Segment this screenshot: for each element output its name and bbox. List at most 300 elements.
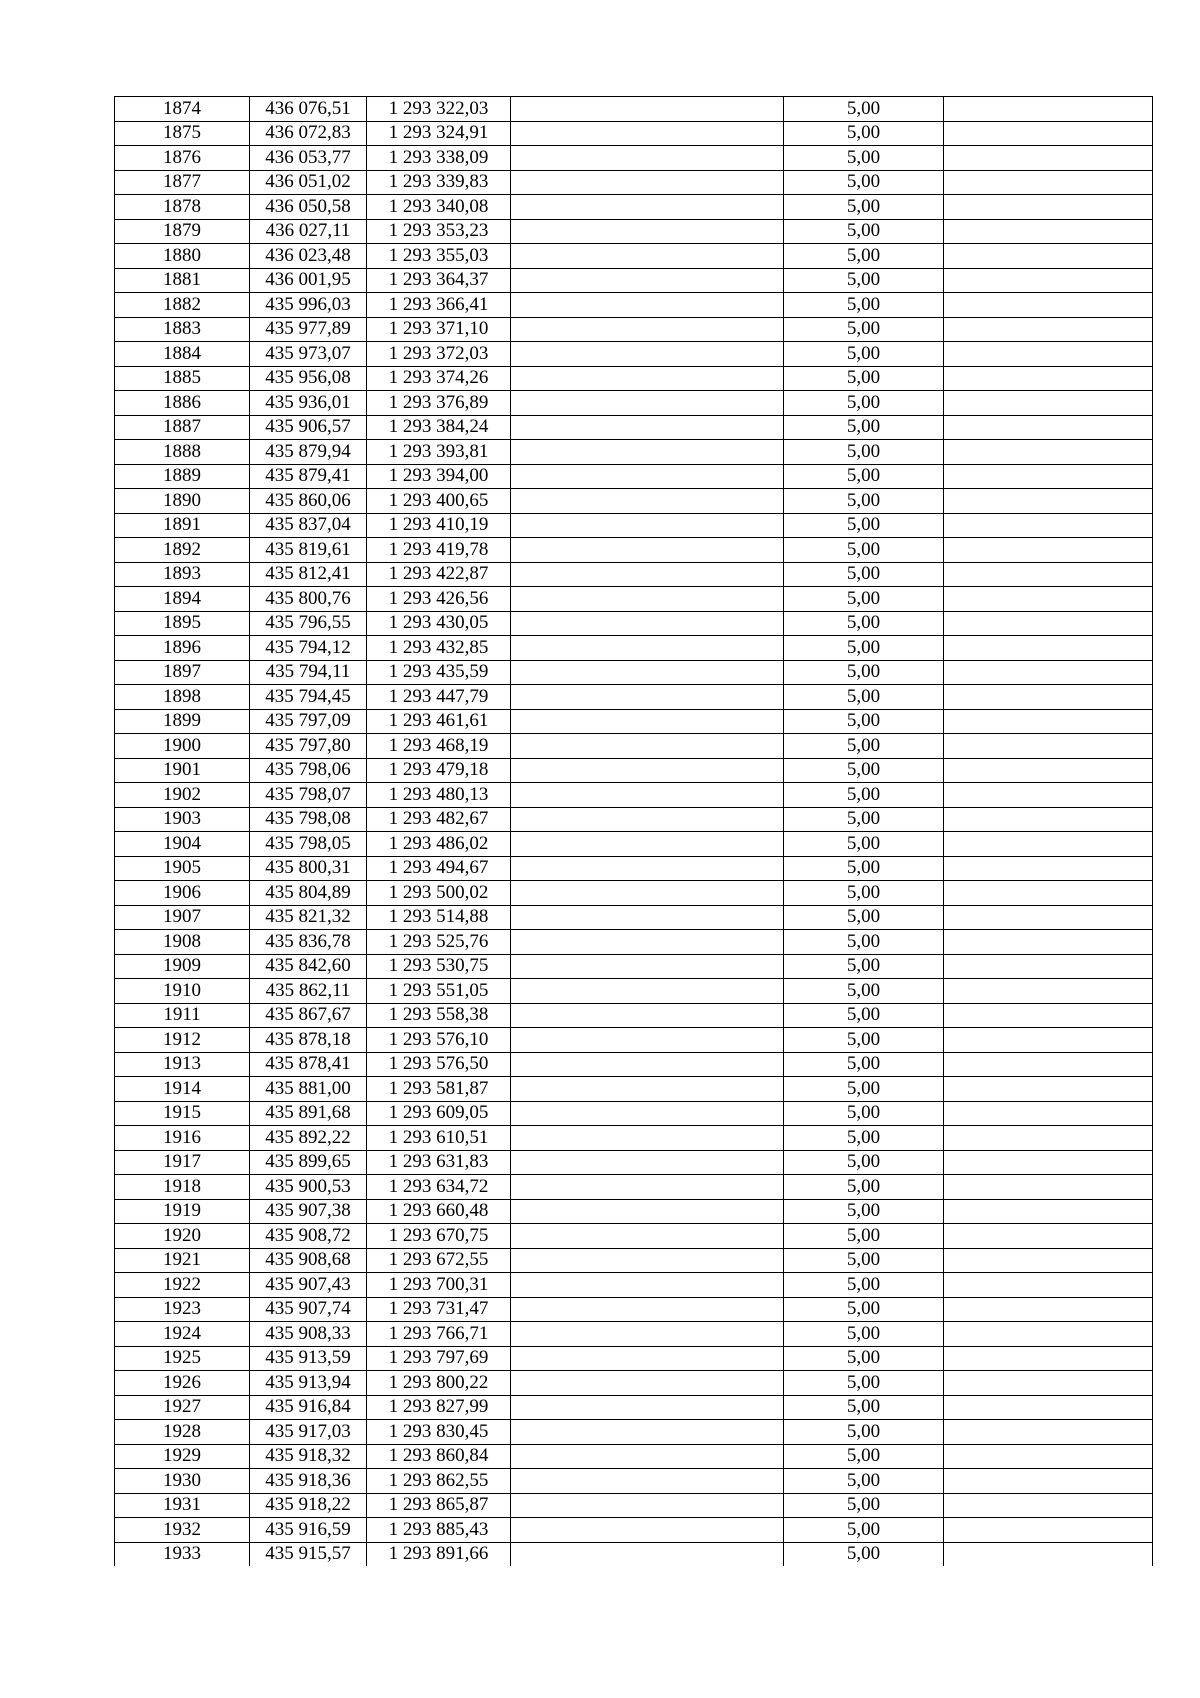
value-cell: 5,00 — [784, 317, 944, 342]
y-coordinate-cell: 1 293 631,83 — [367, 1150, 511, 1175]
empty-cell — [944, 734, 1153, 759]
y-coordinate-cell: 1 293 372,03 — [367, 342, 511, 367]
x-coordinate-cell: 435 915,57 — [250, 1542, 367, 1566]
point-number-cell: 1878 — [115, 195, 250, 220]
point-number-cell: 1910 — [115, 979, 250, 1004]
value-cell: 5,00 — [784, 244, 944, 269]
y-coordinate-cell: 1 293 660,48 — [367, 1199, 511, 1224]
y-coordinate-cell: 1 293 384,24 — [367, 415, 511, 440]
point-number-cell: 1909 — [115, 954, 250, 979]
x-coordinate-cell: 435 836,78 — [250, 930, 367, 955]
point-number-cell: 1932 — [115, 1518, 250, 1543]
table-row — [115, 807, 1153, 832]
table-row — [115, 1126, 1153, 1151]
table-row — [115, 146, 1153, 171]
empty-cell — [511, 685, 784, 710]
value-cell: 5,00 — [784, 342, 944, 367]
empty-cell — [944, 930, 1153, 955]
empty-cell — [511, 1542, 784, 1566]
table-row — [115, 1273, 1153, 1298]
empty-cell — [511, 783, 784, 808]
x-coordinate-cell: 435 798,07 — [250, 783, 367, 808]
y-coordinate-cell: 1 293 670,75 — [367, 1224, 511, 1249]
value-cell: 5,00 — [784, 783, 944, 808]
value-cell: 5,00 — [784, 881, 944, 906]
empty-cell — [511, 489, 784, 514]
empty-cell — [511, 1297, 784, 1322]
empty-cell — [944, 1052, 1153, 1077]
table-row — [115, 464, 1153, 489]
table-row — [115, 611, 1153, 636]
value-cell: 5,00 — [784, 268, 944, 293]
point-number-cell: 1925 — [115, 1346, 250, 1371]
y-coordinate-cell: 1 293 479,18 — [367, 758, 511, 783]
empty-cell — [511, 1003, 784, 1028]
x-coordinate-cell: 435 917,03 — [250, 1420, 367, 1445]
empty-cell — [944, 121, 1153, 146]
value-cell: 5,00 — [784, 1395, 944, 1420]
x-coordinate-cell: 435 900,53 — [250, 1175, 367, 1200]
x-coordinate-cell: 435 797,09 — [250, 709, 367, 734]
x-coordinate-cell: 435 908,68 — [250, 1248, 367, 1273]
point-number-cell: 1877 — [115, 170, 250, 195]
point-number-cell: 1888 — [115, 440, 250, 465]
empty-cell — [511, 954, 784, 979]
y-coordinate-cell: 1 293 468,19 — [367, 734, 511, 759]
point-number-cell: 1883 — [115, 317, 250, 342]
value-cell: 5,00 — [784, 979, 944, 1004]
empty-cell — [944, 1518, 1153, 1543]
empty-cell — [511, 440, 784, 465]
empty-cell — [511, 1175, 784, 1200]
value-cell: 5,00 — [784, 660, 944, 685]
value-cell: 5,00 — [784, 489, 944, 514]
empty-cell — [944, 881, 1153, 906]
empty-cell — [944, 1469, 1153, 1494]
x-coordinate-cell: 435 996,03 — [250, 293, 367, 318]
value-cell: 5,00 — [784, 709, 944, 734]
x-coordinate-cell: 435 916,59 — [250, 1518, 367, 1543]
y-coordinate-cell: 1 293 576,10 — [367, 1028, 511, 1053]
y-coordinate-cell: 1 293 891,66 — [367, 1542, 511, 1566]
value-cell: 5,00 — [784, 685, 944, 710]
point-number-cell: 1923 — [115, 1297, 250, 1322]
empty-cell — [511, 1126, 784, 1151]
value-cell: 5,00 — [784, 1542, 944, 1566]
empty-cell — [944, 293, 1153, 318]
empty-cell — [511, 317, 784, 342]
point-number-cell: 1919 — [115, 1199, 250, 1224]
point-number-cell: 1906 — [115, 881, 250, 906]
empty-cell — [944, 1273, 1153, 1298]
y-coordinate-cell: 1 293 672,55 — [367, 1248, 511, 1273]
empty-cell — [511, 1493, 784, 1518]
y-coordinate-cell: 1 293 530,75 — [367, 954, 511, 979]
y-coordinate-cell: 1 293 482,67 — [367, 807, 511, 832]
table-row — [115, 1518, 1153, 1543]
y-coordinate-cell: 1 293 366,41 — [367, 293, 511, 318]
table-row — [115, 954, 1153, 979]
empty-cell — [944, 146, 1153, 171]
point-number-cell: 1933 — [115, 1542, 250, 1566]
empty-cell — [511, 342, 784, 367]
value-cell: 5,00 — [784, 1444, 944, 1469]
table-row — [115, 170, 1153, 195]
x-coordinate-cell: 435 879,41 — [250, 464, 367, 489]
empty-cell — [944, 905, 1153, 930]
table-row — [115, 1322, 1153, 1347]
point-number-cell: 1904 — [115, 832, 250, 857]
y-coordinate-cell: 1 293 700,31 — [367, 1273, 511, 1298]
table-row — [115, 489, 1153, 514]
point-number-cell: 1887 — [115, 415, 250, 440]
empty-cell — [944, 1444, 1153, 1469]
table-row — [115, 1077, 1153, 1102]
x-coordinate-cell: 435 916,84 — [250, 1395, 367, 1420]
y-coordinate-cell: 1 293 355,03 — [367, 244, 511, 269]
x-coordinate-cell: 435 867,67 — [250, 1003, 367, 1028]
table-row — [115, 366, 1153, 391]
empty-cell — [511, 1322, 784, 1347]
empty-cell — [511, 930, 784, 955]
x-coordinate-cell: 435 977,89 — [250, 317, 367, 342]
table-row — [115, 758, 1153, 783]
point-number-cell: 1931 — [115, 1493, 250, 1518]
empty-cell — [944, 587, 1153, 612]
empty-cell — [511, 709, 784, 734]
empty-cell — [511, 1248, 784, 1273]
x-coordinate-cell: 435 892,22 — [250, 1126, 367, 1151]
x-coordinate-cell: 435 918,32 — [250, 1444, 367, 1469]
empty-cell — [511, 268, 784, 293]
point-number-cell: 1924 — [115, 1322, 250, 1347]
value-cell: 5,00 — [784, 587, 944, 612]
y-coordinate-cell: 1 293 500,02 — [367, 881, 511, 906]
value-cell: 5,00 — [784, 293, 944, 318]
table-row — [115, 1346, 1153, 1371]
y-coordinate-cell: 1 293 435,59 — [367, 660, 511, 685]
point-number-cell: 1889 — [115, 464, 250, 489]
value-cell: 5,00 — [784, 1248, 944, 1273]
empty-cell — [511, 587, 784, 612]
table-row — [115, 1150, 1153, 1175]
empty-cell — [511, 244, 784, 269]
point-number-cell: 1897 — [115, 660, 250, 685]
y-coordinate-cell: 1 293 364,37 — [367, 268, 511, 293]
y-coordinate-cell: 1 293 827,99 — [367, 1395, 511, 1420]
y-coordinate-cell: 1 293 340,08 — [367, 195, 511, 220]
empty-cell — [944, 1101, 1153, 1126]
x-coordinate-cell: 435 862,11 — [250, 979, 367, 1004]
x-coordinate-cell: 435 907,74 — [250, 1297, 367, 1322]
value-cell: 5,00 — [784, 219, 944, 244]
y-coordinate-cell: 1 293 447,79 — [367, 685, 511, 710]
y-coordinate-cell: 1 293 514,88 — [367, 905, 511, 930]
x-coordinate-cell: 435 913,59 — [250, 1346, 367, 1371]
empty-cell — [944, 219, 1153, 244]
table-row — [115, 440, 1153, 465]
x-coordinate-cell: 435 879,94 — [250, 440, 367, 465]
point-number-cell: 1915 — [115, 1101, 250, 1126]
x-coordinate-cell: 435 842,60 — [250, 954, 367, 979]
y-coordinate-cell: 1 293 400,65 — [367, 489, 511, 514]
y-coordinate-cell: 1 293 885,43 — [367, 1518, 511, 1543]
x-coordinate-cell: 436 076,51 — [250, 97, 367, 122]
empty-cell — [944, 464, 1153, 489]
y-coordinate-cell: 1 293 551,05 — [367, 979, 511, 1004]
table-row — [115, 1444, 1153, 1469]
empty-cell — [944, 783, 1153, 808]
value-cell: 5,00 — [784, 1150, 944, 1175]
table-row — [115, 415, 1153, 440]
value-cell: 5,00 — [784, 1126, 944, 1151]
x-coordinate-cell: 435 936,01 — [250, 391, 367, 416]
empty-cell — [944, 709, 1153, 734]
value-cell: 5,00 — [784, 1028, 944, 1053]
x-coordinate-cell: 435 891,68 — [250, 1101, 367, 1126]
table-row — [115, 317, 1153, 342]
y-coordinate-cell: 1 293 338,09 — [367, 146, 511, 171]
value-cell: 5,00 — [784, 832, 944, 857]
empty-cell — [511, 366, 784, 391]
point-number-cell: 1896 — [115, 636, 250, 661]
value-cell: 5,00 — [784, 1003, 944, 1028]
value-cell: 5,00 — [784, 391, 944, 416]
empty-cell — [511, 1150, 784, 1175]
empty-cell — [511, 758, 784, 783]
empty-cell — [511, 1101, 784, 1126]
table-row — [115, 1028, 1153, 1053]
point-number-cell: 1907 — [115, 905, 250, 930]
point-number-cell: 1929 — [115, 1444, 250, 1469]
x-coordinate-cell: 435 812,41 — [250, 562, 367, 587]
x-coordinate-cell: 435 797,80 — [250, 734, 367, 759]
value-cell: 5,00 — [784, 636, 944, 661]
y-coordinate-cell: 1 293 432,85 — [367, 636, 511, 661]
empty-cell — [511, 562, 784, 587]
point-number-cell: 1926 — [115, 1371, 250, 1396]
y-coordinate-cell: 1 293 374,26 — [367, 366, 511, 391]
empty-cell — [944, 1395, 1153, 1420]
y-coordinate-cell: 1 293 480,13 — [367, 783, 511, 808]
empty-cell — [511, 538, 784, 563]
y-coordinate-cell: 1 293 393,81 — [367, 440, 511, 465]
y-coordinate-cell: 1 293 558,38 — [367, 1003, 511, 1028]
x-coordinate-cell: 435 913,94 — [250, 1371, 367, 1396]
point-number-cell: 1892 — [115, 538, 250, 563]
x-coordinate-cell: 435 918,22 — [250, 1493, 367, 1518]
x-coordinate-cell: 435 878,18 — [250, 1028, 367, 1053]
value-cell: 5,00 — [784, 611, 944, 636]
empty-cell — [511, 1028, 784, 1053]
empty-cell — [511, 1273, 784, 1298]
value-cell: 5,00 — [784, 464, 944, 489]
value-cell: 5,00 — [784, 121, 944, 146]
empty-cell — [944, 1297, 1153, 1322]
x-coordinate-cell: 435 973,07 — [250, 342, 367, 367]
y-coordinate-cell: 1 293 353,23 — [367, 219, 511, 244]
y-coordinate-cell: 1 293 610,51 — [367, 1126, 511, 1151]
point-number-cell: 1876 — [115, 146, 250, 171]
value-cell: 5,00 — [784, 538, 944, 563]
table-row — [115, 1395, 1153, 1420]
empty-cell — [944, 317, 1153, 342]
value-cell: 5,00 — [784, 1175, 944, 1200]
point-number-cell: 1916 — [115, 1126, 250, 1151]
empty-cell — [511, 1346, 784, 1371]
empty-cell — [944, 660, 1153, 685]
empty-cell — [511, 170, 784, 195]
empty-cell — [944, 611, 1153, 636]
point-number-cell: 1885 — [115, 366, 250, 391]
value-cell: 5,00 — [784, 856, 944, 881]
table-row — [115, 293, 1153, 318]
empty-cell — [944, 758, 1153, 783]
value-cell: 5,00 — [784, 97, 944, 122]
empty-cell — [944, 538, 1153, 563]
value-cell: 5,00 — [784, 415, 944, 440]
y-coordinate-cell: 1 293 797,69 — [367, 1346, 511, 1371]
y-coordinate-cell: 1 293 324,91 — [367, 121, 511, 146]
table-row — [115, 538, 1153, 563]
empty-cell — [511, 611, 784, 636]
y-coordinate-cell: 1 293 494,67 — [367, 856, 511, 881]
empty-cell — [511, 636, 784, 661]
y-coordinate-cell: 1 293 322,03 — [367, 97, 511, 122]
x-coordinate-cell: 435 878,41 — [250, 1052, 367, 1077]
point-number-cell: 1918 — [115, 1175, 250, 1200]
point-number-cell: 1917 — [115, 1150, 250, 1175]
x-coordinate-cell: 435 907,38 — [250, 1199, 367, 1224]
point-number-cell: 1898 — [115, 685, 250, 710]
table-row — [115, 930, 1153, 955]
y-coordinate-cell: 1 293 609,05 — [367, 1101, 511, 1126]
x-coordinate-cell: 435 804,89 — [250, 881, 367, 906]
x-coordinate-cell: 436 023,48 — [250, 244, 367, 269]
table-row — [115, 244, 1153, 269]
x-coordinate-cell: 435 956,08 — [250, 366, 367, 391]
table-row — [115, 342, 1153, 367]
y-coordinate-cell: 1 293 376,89 — [367, 391, 511, 416]
empty-cell — [511, 734, 784, 759]
empty-cell — [511, 219, 784, 244]
y-coordinate-cell: 1 293 525,76 — [367, 930, 511, 955]
empty-cell — [944, 979, 1153, 1004]
empty-cell — [944, 685, 1153, 710]
table-row — [115, 709, 1153, 734]
empty-cell — [511, 146, 784, 171]
point-number-cell: 1921 — [115, 1248, 250, 1273]
y-coordinate-cell: 1 293 830,45 — [367, 1420, 511, 1445]
empty-cell — [944, 1224, 1153, 1249]
empty-cell — [511, 121, 784, 146]
empty-cell — [944, 489, 1153, 514]
value-cell: 5,00 — [784, 1052, 944, 1077]
x-coordinate-cell: 436 050,58 — [250, 195, 367, 220]
point-number-cell: 1905 — [115, 856, 250, 881]
value-cell: 5,00 — [784, 1101, 944, 1126]
point-number-cell: 1902 — [115, 783, 250, 808]
value-cell: 5,00 — [784, 1077, 944, 1102]
empty-cell — [944, 1150, 1153, 1175]
table-row — [115, 1248, 1153, 1273]
y-coordinate-cell: 1 293 426,56 — [367, 587, 511, 612]
table-row — [115, 1469, 1153, 1494]
empty-cell — [944, 1420, 1153, 1445]
empty-cell — [511, 1518, 784, 1543]
x-coordinate-cell: 436 053,77 — [250, 146, 367, 171]
point-number-cell: 1913 — [115, 1052, 250, 1077]
table-row — [115, 219, 1153, 244]
point-number-cell: 1903 — [115, 807, 250, 832]
x-coordinate-cell: 435 860,06 — [250, 489, 367, 514]
table-row — [115, 856, 1153, 881]
x-coordinate-cell: 436 027,11 — [250, 219, 367, 244]
x-coordinate-cell: 435 798,08 — [250, 807, 367, 832]
x-coordinate-cell: 435 796,55 — [250, 611, 367, 636]
point-number-cell: 1875 — [115, 121, 250, 146]
x-coordinate-cell: 435 819,61 — [250, 538, 367, 563]
table-row — [115, 783, 1153, 808]
y-coordinate-cell: 1 293 422,87 — [367, 562, 511, 587]
empty-cell — [511, 660, 784, 685]
table-row — [115, 97, 1153, 122]
point-number-cell: 1891 — [115, 513, 250, 538]
empty-cell — [944, 1371, 1153, 1396]
empty-cell — [944, 1199, 1153, 1224]
x-coordinate-cell: 435 881,00 — [250, 1077, 367, 1102]
x-coordinate-cell: 436 001,95 — [250, 268, 367, 293]
empty-cell — [944, 1003, 1153, 1028]
empty-cell — [944, 562, 1153, 587]
x-coordinate-cell: 435 907,43 — [250, 1273, 367, 1298]
empty-cell — [511, 1077, 784, 1102]
point-number-cell: 1901 — [115, 758, 250, 783]
x-coordinate-cell: 435 794,45 — [250, 685, 367, 710]
value-cell: 5,00 — [784, 366, 944, 391]
empty-cell — [511, 807, 784, 832]
table-row — [115, 1493, 1153, 1518]
empty-cell — [944, 415, 1153, 440]
coordinates-table — [114, 96, 1153, 1566]
x-coordinate-cell: 436 072,83 — [250, 121, 367, 146]
table-row — [115, 1542, 1153, 1566]
value-cell: 5,00 — [784, 562, 944, 587]
table-row — [115, 1297, 1153, 1322]
empty-cell — [511, 1052, 784, 1077]
empty-cell — [511, 832, 784, 857]
point-number-cell: 1899 — [115, 709, 250, 734]
empty-cell — [944, 832, 1153, 857]
x-coordinate-cell: 435 794,11 — [250, 660, 367, 685]
table-row — [115, 979, 1153, 1004]
empty-cell — [944, 1077, 1153, 1102]
point-number-cell: 1900 — [115, 734, 250, 759]
value-cell: 5,00 — [784, 1297, 944, 1322]
value-cell: 5,00 — [784, 1322, 944, 1347]
empty-cell — [944, 1346, 1153, 1371]
y-coordinate-cell: 1 293 576,50 — [367, 1052, 511, 1077]
table-row — [115, 1199, 1153, 1224]
value-cell: 5,00 — [784, 1493, 944, 1518]
table-row — [115, 195, 1153, 220]
empty-cell — [944, 440, 1153, 465]
x-coordinate-cell: 435 798,05 — [250, 832, 367, 857]
empty-cell — [944, 1542, 1153, 1566]
point-number-cell: 1927 — [115, 1395, 250, 1420]
point-number-cell: 1914 — [115, 1077, 250, 1102]
point-number-cell: 1922 — [115, 1273, 250, 1298]
